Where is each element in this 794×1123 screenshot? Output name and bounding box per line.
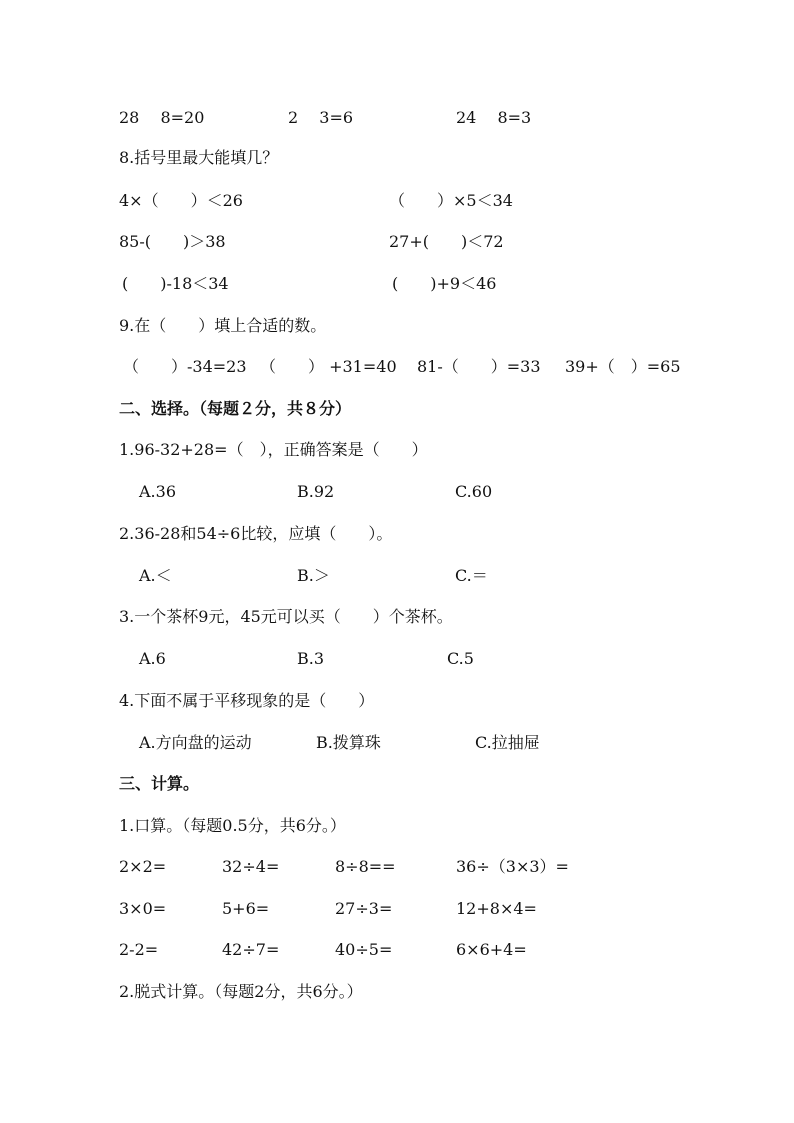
equation-cell: 24 8=3 [456,108,532,127]
equation-cell: 2 3=6 [288,108,354,127]
option-c: C.拉抽屉 [475,733,540,752]
question-text: 3.一个茶杯9元，45元可以买（ ）个茶杯。 [119,607,453,626]
question-text: 4.下面不属于平移现象的是（ ） [119,691,375,710]
s2-q4-options [0,731,794,755]
option-b: B.＞ [297,566,330,585]
blank-inequality: 85-( )＞38 [119,232,226,251]
s3-q2-title [0,980,794,1004]
option-b: B.拨算珠 [316,733,381,752]
question-text: 8.括号里最大能填几？ [119,148,279,167]
s2-q4 [0,689,794,713]
option-b: B.3 [297,649,325,668]
question-text: 1.口算。（每题0.5分，共6分。） [119,816,346,835]
blank-inequality: 4×（ ）＜26 [119,191,243,210]
section2-heading [0,397,794,421]
blank-inequality: （ ）×5＜34 [389,191,513,210]
blank-equation: （ ）-34=23 [123,357,247,376]
s3-row3 [0,938,794,962]
s2-q3-options [0,647,794,671]
arithmetic-cell: 2×2= [119,857,167,876]
q8-row1 [0,189,794,213]
question-text: 2.36-28和54÷6比较，应填（ ）。 [119,524,393,543]
option-a: A.＜ [139,566,172,585]
s3-q1-title [0,814,794,838]
blank-equation: 39+（ ）=65 [565,357,681,376]
q8-row2 [0,230,794,254]
blank-equation: （ ） +31=40 [260,357,397,376]
section-title: 二、选择。（每题２分，共８分） [119,399,352,418]
arithmetic-cell: 12+8×4= [456,899,537,918]
arithmetic-cell: 5+6= [222,899,270,918]
section3-heading [0,772,794,796]
s3-row2 [0,897,794,921]
row-equations-top [0,106,794,130]
arithmetic-cell: 36÷（3×3）= [456,857,569,876]
arithmetic-cell: 3×0= [119,899,167,918]
arithmetic-cell: 42÷7= [222,940,280,959]
option-a: A.方向盘的运动 [139,733,252,752]
q9-title [0,314,794,338]
q9-row [0,355,794,379]
blank-inequality: ( )+9＜46 [392,274,497,293]
equation-cell: 28 8=20 [119,108,205,127]
s2-q1-options [0,480,794,504]
option-c: C.＝ [455,566,488,585]
blank-inequality: ( )-18＜34 [122,274,229,293]
arithmetic-cell: 40÷5= [335,940,393,959]
option-c: C.60 [455,482,493,501]
s2-q1 [0,438,794,462]
s3-row1 [0,855,794,879]
option-b: B.92 [297,482,335,501]
option-a: A.36 [139,482,176,501]
q8-row3 [0,272,794,296]
arithmetic-cell: 6×6+4= [456,940,527,959]
question-text: 2.脱式计算。（每题2分，共6分。） [119,982,363,1001]
arithmetic-cell: 27÷3= [335,899,393,918]
s2-q3 [0,605,794,629]
q8-title [0,146,794,170]
option-a: A.6 [139,649,166,668]
s2-q2-options [0,564,794,588]
section-title: 三、计算。 [119,774,200,793]
blank-equation: 81-（ ）=33 [417,357,541,376]
option-c: C.5 [447,649,474,668]
arithmetic-cell: 2-2= [119,940,159,959]
question-text: 1.96-32+28=（ ），正确答案是（ ） [119,440,428,459]
arithmetic-cell: 32÷4= [222,857,280,876]
question-text: 9.在（ ）填上合适的数。 [119,316,327,335]
blank-inequality: 27+( )＜72 [389,232,504,251]
arithmetic-cell: 8÷8== [335,857,396,876]
s2-q2 [0,522,794,546]
